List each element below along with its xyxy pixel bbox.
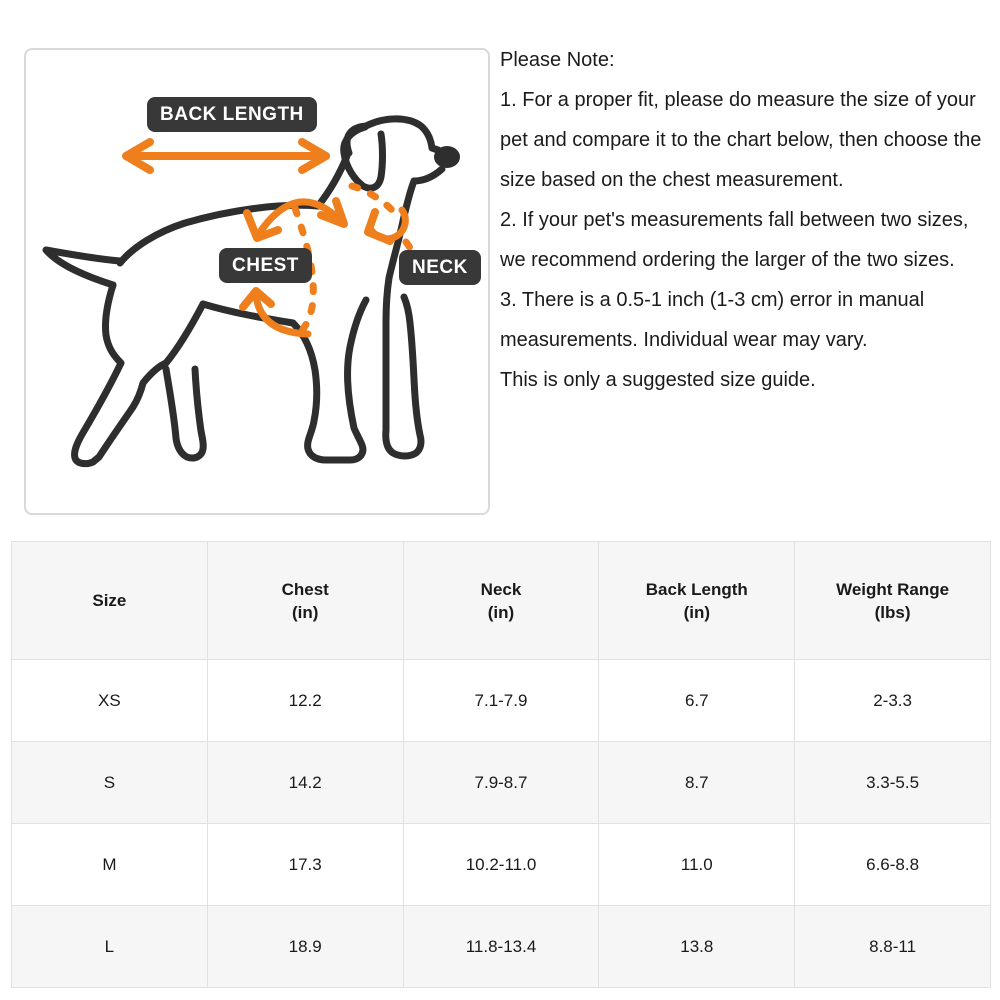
dog-nose: [434, 146, 460, 168]
cell-weight-range: 2-3.3: [795, 660, 991, 742]
column-header-chest: Chest (in): [207, 542, 403, 660]
size-chart-table: [11, 541, 991, 988]
table-row-m: [12, 824, 991, 906]
note-line: measurements. Individual wear may vary.: [500, 329, 868, 351]
chest-badge: CHEST: [219, 248, 312, 283]
cell-chest: 17.3: [207, 824, 403, 906]
note-line: size based on the chest measurement.: [500, 169, 844, 191]
note-line: This is only a suggested size guide.: [500, 369, 816, 391]
notes-block: [500, 40, 998, 400]
cell-back-length: 13.8: [599, 906, 795, 988]
cell-size: S: [12, 742, 208, 824]
note-line: pet and compare it to the chart below, then choose the: [500, 129, 982, 151]
note-line: 1. For a proper fit, please do measure the size of your: [500, 89, 976, 111]
cell-chest: 12.2: [207, 660, 403, 742]
cell-back-length: 11.0: [599, 824, 795, 906]
column-header-size: Size: [12, 542, 208, 660]
cell-size: L: [12, 906, 208, 988]
cell-back-length: 8.7: [599, 742, 795, 824]
measurement-annotations: [126, 142, 419, 334]
note-line: we recommend ordering the larger of the two sizes.: [500, 249, 955, 271]
cell-chest: 18.9: [207, 906, 403, 988]
cell-weight-range: 6.6-8.8: [795, 824, 991, 906]
cell-weight-range: 3.3-5.5: [795, 742, 991, 824]
cell-chest: 14.2: [207, 742, 403, 824]
column-header-weight-range: Weight Range (lbs): [795, 542, 991, 660]
note-line: 3. There is a 0.5-1 inch (1-3 cm) error in manual: [500, 289, 925, 311]
back-length-arrow: [126, 142, 326, 170]
note-line: Please Note:: [500, 49, 615, 71]
measurement-diagram-card: [24, 48, 490, 515]
table-row-l: [12, 906, 991, 988]
cell-back-length: 6.7: [599, 660, 795, 742]
cell-neck: 10.2-11.0: [403, 824, 599, 906]
cell-neck: 7.9-8.7: [403, 742, 599, 824]
cell-neck: 11.8-13.4: [403, 906, 599, 988]
table-row-s: [12, 742, 991, 824]
cell-neck: 7.1-7.9: [403, 660, 599, 742]
column-header-neck: Neck (in): [403, 542, 599, 660]
back-length-badge: BACK LENGTH: [147, 97, 317, 132]
column-header-back-length: Back Length (in): [599, 542, 795, 660]
cell-size: M: [12, 824, 208, 906]
cell-size: XS: [12, 660, 208, 742]
cell-weight-range: 8.8-11: [795, 906, 991, 988]
neck-badge: NECK: [399, 250, 481, 285]
header-row: [12, 542, 991, 660]
dog-outline: [46, 119, 442, 464]
table-row-xs: [12, 660, 991, 742]
note-line: 2. If your pet's measurements fall between two sizes,: [500, 209, 969, 231]
